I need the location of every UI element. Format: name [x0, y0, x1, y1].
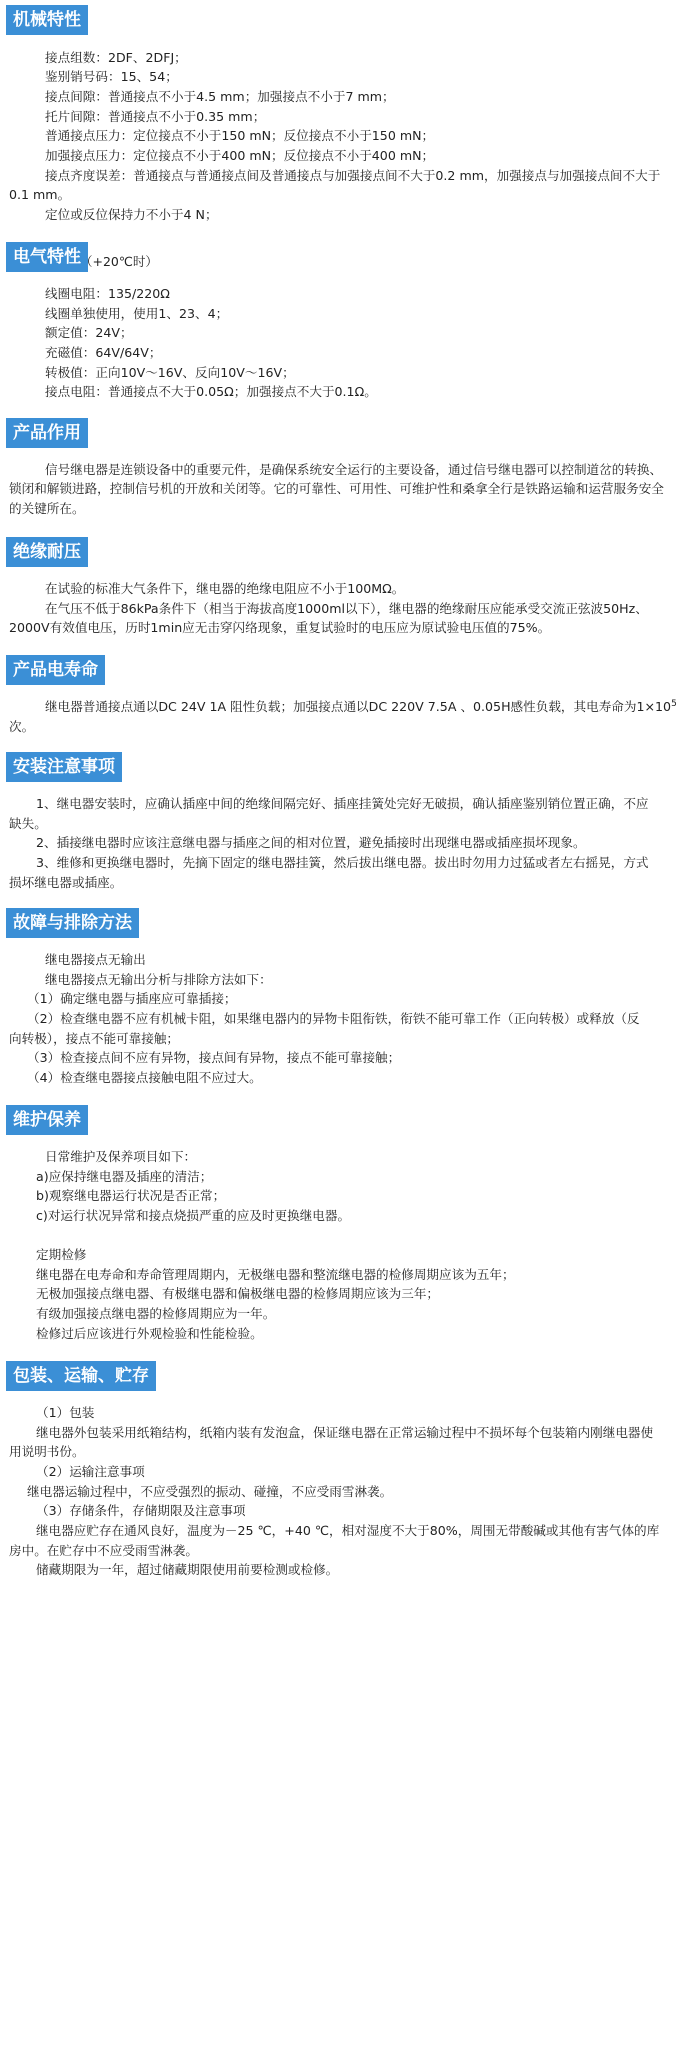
text-line: 日常维护及保养项目如下： [45, 1149, 197, 1164]
condition-note: （+20℃时） [80, 254, 158, 269]
text-line: 有级加强接点继电器的检修周期应为一年。 [36, 1306, 276, 1321]
text-line: 继电器在电寿命和寿命管理周期内，无极继电器和整流继电器的检修周期应该为五年； [36, 1267, 515, 1282]
text-line: （4）检查继电器接点接触电阻不应过大。 [27, 1070, 262, 1085]
section-title-maintenance: 维护保养 [6, 1105, 88, 1135]
text-line: 线圈单独使用，使用1、23、4； [45, 306, 229, 321]
text-line: 损坏继电器或插座。 [9, 875, 123, 890]
text-line: 定期检修 [36, 1247, 87, 1262]
text-line: 继电器应贮存在通风良好，温度为－25 ℃，+40 ℃，相对湿度不大于80%，周围无带酸碱或其他有害气体的库 [36, 1523, 660, 1538]
text-line: 接点组数：2DF、2DFJ； [45, 50, 187, 65]
text-line: 2000V有效值电压，历时1min应无击穿闪络现象，重复试验时的电压应为原试验电压值的75%。 [9, 620, 551, 635]
text-line: 3、维修和更换继电器时，先摘下固定的继电器挂簧，然后拔出继电器。拔出时勿用力过猛或者左右摇晃，方式 [36, 855, 649, 870]
text-line: （3）存储条件，存储期限及注意事项 [36, 1503, 246, 1518]
text-line: 缺失。 [9, 816, 47, 831]
text-line: 线圈电阻：135/220Ω [45, 286, 170, 301]
text-line: 继电器外包装采用纸箱结构，纸箱内装有发泡盒，保证继电器在正常运输过程中不损坏每个包装箱内刚继电器使 [36, 1425, 654, 1440]
text-line: 接点间隙：普通接点不小于4.5 mm；加强接点不小于7 mm； [45, 89, 395, 104]
text-line: 锁闭和解锁进路，控制信号机的开放和关闭等。它的可靠性、可用性、可维护性和桑拿全行是铁路运输和运营服务安全 [9, 481, 664, 496]
text-line: （3）检查接点间不应有异物，接点间有异物，接点不能可靠接触； [27, 1050, 401, 1065]
text-line: 房中。在贮存中不应受雨雪淋袭。 [9, 1543, 198, 1558]
text-line: （2）检查继电器不应有机械卡阻，如果继电器内的异物卡阻衔铁，衔铁不能可靠工作（正向转极）或释放（反 [27, 1011, 640, 1026]
text-line: 储藏期限为一年，超过储藏期限使用前要检测或检修。 [36, 1562, 339, 1577]
text-line: 接点齐度误差：普通接点与普通接点间及普通接点与加强接点间不大于0.2 mm，加强接点与加强接点间不大于 [45, 168, 661, 183]
text-line: 鉴别销号码：15、54； [45, 69, 178, 84]
text-line: 充磁值：64V/64V； [45, 345, 162, 360]
text-line: c)对运行状况异常和接点烧损严重的应及时更换继电器。 [36, 1208, 351, 1223]
text-line: 向转极），接点不能可靠接触； [9, 1031, 180, 1046]
text-line: 检修过后应该进行外观检验和性能检验。 [36, 1326, 263, 1341]
text-line: 0.1 mm。 [9, 187, 71, 202]
text-line: a)应保持继电器及插座的清洁； [36, 1169, 213, 1184]
text-line: 继电器运输过程中，不应受强烈的振动、碰撞，不应受雨雪淋袭。 [27, 1484, 393, 1499]
text-line: 次。 [9, 719, 35, 734]
text-line: 的关键所在。 [9, 501, 85, 516]
text-line [9, 698, 691, 715]
text-line: 定位或反位保持力不小于4 N； [45, 207, 218, 222]
text-line: （1）确定继电器与插座应可靠插接； [27, 991, 237, 1006]
text-line: 继电器接点无输出 [45, 952, 146, 967]
text-line: 转极值：正向10V～16V、反向10V～16V； [45, 365, 295, 380]
text-line: （2）运输注意事项 [36, 1464, 145, 1479]
section-title-packaging: 包装、运输、贮存 [6, 1361, 156, 1391]
text-line: 用说明书份。 [9, 1444, 85, 1459]
text-line: 1、继电器安装时，应确认插座中间的绝缘间隔完好、插座挂簧处完好无破损，确认插座鉴别销位置正确，不应 [36, 796, 649, 811]
section-title-mechanical: 机械特性 [6, 5, 88, 35]
text-line: （1）包装 [36, 1405, 95, 1420]
section-title-function: 产品作用 [6, 418, 88, 448]
text-line: 加强接点压力：定位接点不小于400 mN；反位接点不小于400 mN； [45, 148, 435, 163]
text-line: 普通接点压力：定位接点不小于150 mN；反位接点不小于150 mN； [45, 128, 435, 143]
text-line: 托片间隙：普通接点不小于0.35 mm； [45, 109, 266, 124]
text-line: 在试验的标准大气条件下，继电器的绝缘电阻应不小于100MΩ。 [45, 581, 405, 596]
text-line: b)观察继电器运行状况是否正常； [36, 1188, 226, 1203]
text-line: 继电器接点无输出分析与排除方法如下： [45, 972, 272, 987]
section-title-installation: 安装注意事项 [6, 752, 122, 782]
text-line: 额定值：24V； [45, 325, 133, 340]
section-title-troubleshooting: 故障与排除方法 [6, 908, 139, 938]
text-line: 无极加强接点继电器、有极继电器和偏极继电器的检修周期应该为三年； [36, 1286, 439, 1301]
section-title-insulation: 绝缘耐压 [6, 537, 88, 567]
text-line: 在气压不低于86kPa条件下（相当于海拔高度1000ml以下），继电器的绝缘耐压应能承受交流正弦波50Hz、 [45, 601, 648, 616]
section-title-lifespan: 产品电寿命 [6, 655, 105, 685]
lifespan-exponent: 5 [671, 698, 677, 709]
text-line: 信号继电器是连锁设备中的重要元件，是确保系统安全运行的主要设备，通过信号继电器可以控制道岔的转换、 [45, 462, 663, 477]
section-title-electrical: 电气特性 [6, 242, 88, 272]
text-line: 2、插接继电器时应该注意继电器与插座之间的相对位置，避免插接时出现继电器或插座损坏现象。 [36, 835, 586, 850]
lifespan-text: 继电器普通接点通以DC 24V 1A 阻性负载；加强接点通以DC 220V 7.5A 、0.05H感性负载，其电寿命为1×10 [45, 699, 672, 714]
text-line: 接点电阻：普通接点不大于0.05Ω；加强接点不大于0.1Ω。 [45, 384, 377, 399]
